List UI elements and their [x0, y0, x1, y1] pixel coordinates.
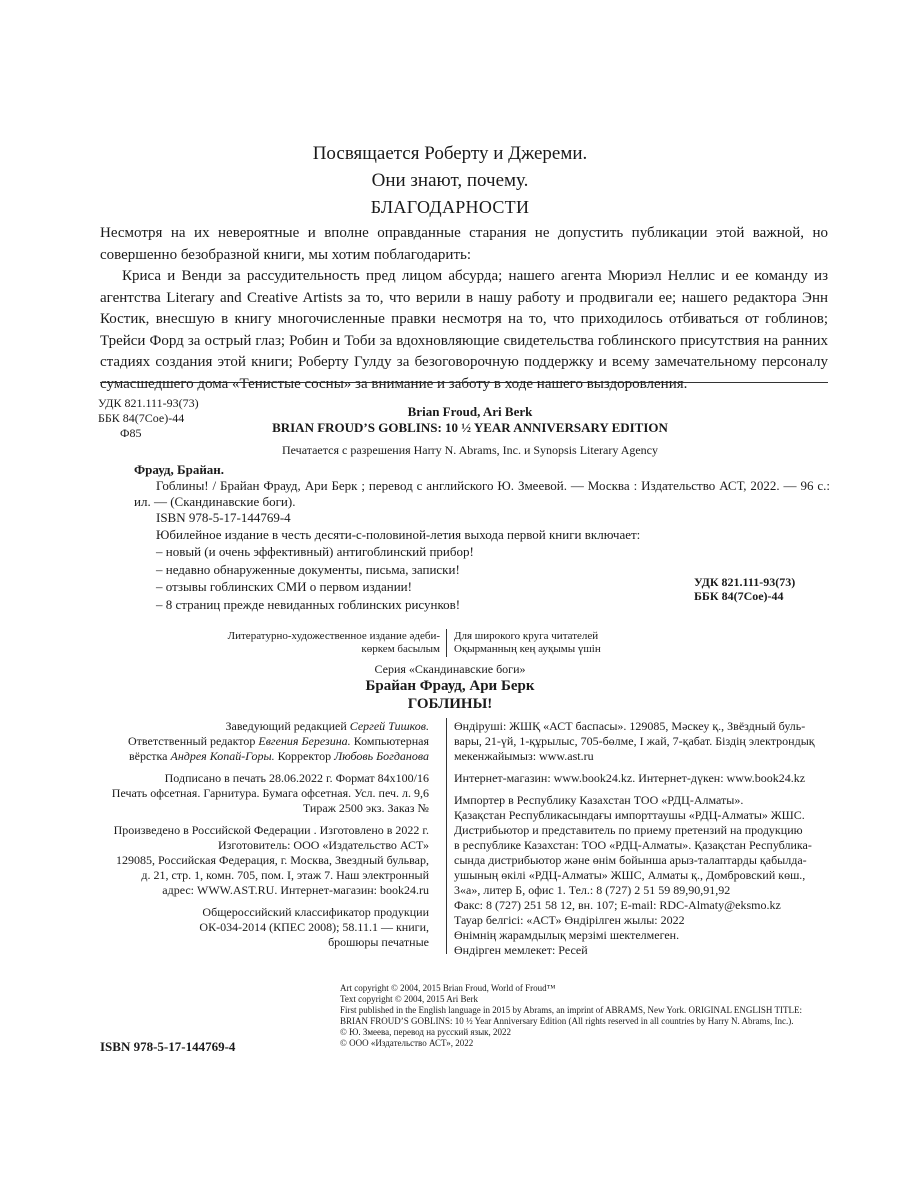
acknowledgments-title: БЛАГОДАРНОСТИ: [370, 197, 530, 217]
copyright-line: © Ю. Змеева, перевод на русский язык, 2022: [340, 1027, 512, 1037]
acknowledgments-para-1: Несмотря на их невероятные и вполне оправданные старания не допустить публикации этой важной, но совершенно безобразной книги, мы хотим поблагодарить:: [100, 225, 828, 263]
section-divider: [100, 382, 828, 383]
bbk-right: ББК 84(7Сое)-44: [694, 589, 784, 603]
manufacturer-line: 129085, Российская Федерация, г. Москва, Звездный бульвар,: [115, 853, 429, 867]
importer-line: Тауар белгісі: «АСТ» Өндірілген жылы: 2022: [454, 913, 685, 927]
list-item: – отзывы гоблинских СМИ о первом издании!: [156, 579, 412, 594]
imprint-divider: [446, 718, 447, 954]
print-info-line: Печать офсетная. Гарнитура. Бумага офсетная. Усл. печ. л. 9,6: [111, 786, 429, 800]
dedication-line-2: Они знают, почему.: [371, 170, 529, 191]
kz-manufacturer-line: мекенжайымыз: www.ast.ru: [454, 749, 594, 763]
responsible-editor: Ответственный редактор Евгения Березина. Компьютерная: [127, 734, 429, 748]
copyright-line: © ООО «Издательство АСТ», 2022: [340, 1038, 474, 1048]
importer-line: Өндірген мемлекет: Ресей: [454, 943, 588, 957]
importer-line: в республике Казахстан: ТОО «РДЦ-Алматы». Қазақстан Республика-: [454, 838, 812, 852]
catalog-intro: Юбилейное издание в честь десяти-с-половиной-летия выхода первой книги включает:: [156, 527, 641, 542]
audience-left: [200, 630, 440, 656]
udk-right: УДК 821.111-93(73): [694, 575, 796, 589]
kz-manufacturer-line: Өндіруші: ЖШҚ «АСТ баспасы». 129085, Мәскеу қ., Звёздный буль-: [454, 719, 806, 733]
catalog-author: Фрауд, Брайан.: [134, 462, 225, 477]
list-item: – 8 страниц прежде невиданных гоблинских рисунков!: [156, 596, 461, 612]
dedication-line-1: Посвящается Роберту и Джереми.: [312, 143, 588, 164]
audience-left-line-2: көркем басылым: [361, 643, 440, 655]
imprint-left: [90, 719, 429, 950]
print-info-line: Подписано в печать 28.06.2022 г. Формат 84х100/16: [164, 771, 429, 785]
importer-line: Дистрибьютор и представитель по приему претензий на продукцию: [454, 823, 803, 837]
importer-line: сында дистрибьютор және өнім бойынша арыз-талаптарды қабылда-: [454, 853, 807, 867]
editor-in-chief: Заведующий редакцией Сергей Тишков.: [225, 719, 429, 733]
book-title: ГОБЛИНЫ!: [407, 696, 493, 712]
manufacturer-line: Произведено в Российской Федерации . Изготовлено в 2022 г.: [113, 823, 429, 837]
imprint-right: [454, 719, 814, 958]
audience-divider: [446, 629, 447, 657]
layout-proofreader: вёрстка Андрея Копай-Горы. Корректор Любовь Богданова: [128, 749, 429, 763]
catalog-description: Гоблины! / Брайан Фрауд, Ари Берк ; перевод с английского Ю. Змеевой. — Москва : Издательство АСТ, 2022. — 96 с.: ил. — (Скандинавские боги).: [134, 478, 830, 509]
english-title: BRIAN FROUD’S GOBLINS: 10 ½ YEAR ANNIVERSARY EDITION: [272, 420, 668, 435]
acknowledgments-para-2: Криса и Венди за рассудительность пред лицом абсурда; нашего агента Мюриэл Неллис и ее команду из агентства Literary and Creative Artists за то, что верили в нашу работу и продвигали ее; нашего редактора Энн Костик, внесшую в книгу многочисленные правки несмотря на то, что приходилось отбиваться от гоблинов; Трейси Форд за острый глаз; Робин и Тоби за вдохновляющие свидетельства гоблинского присутствия на ранних стадиях создания этой книги; Роберту Гулду за безоговорочную поддержку и всему замечательному персоналу сумасшедшего дома «Тенистые сосны» за внимание и заботу в ходе нашего выздоровления.: [100, 268, 828, 392]
classifier-line: Общероссийский классификатор продукции: [202, 905, 429, 919]
isbn-bottom: ISBN 978-5-17-144769-4: [100, 1039, 236, 1054]
importer-line: Факс: 8 (727) 251 58 12, вн. 107; E-mail: RDC-Almaty@eksmo.kz: [454, 898, 781, 912]
importer-line: Импортер в Республику Казахстан ТОО «РДЦ-Алматы».: [454, 793, 744, 807]
book-authors: Брайан Фрауд, Ари Берк: [365, 678, 535, 694]
permission-note: Печатается с разрешения Harry N. Abrams, Inc. и Synopsis Literary Agency: [281, 443, 659, 457]
copyright-block: [340, 983, 840, 1049]
manufacturer-line: Изготовитель: ООО «Издательство АСТ»: [218, 838, 429, 852]
copyright-line: BRIAN FROUD’S GOBLINS: 10 ½ Year Anniversary Edition (All rights reserved in all countries by Harry N. Abrams, Inc.).: [340, 1016, 794, 1026]
kz-manufacturer-line: вары, 21-үй, 1-құрылыс, 705-бөлме, I жай, 7-қабат. Біздің электрондық: [454, 734, 815, 748]
list-item: – новый (и очень эффективный) антигоблинский прибор!: [156, 544, 474, 559]
copyright-line: Art copyright © 2004, 2015 Brian Froud, World of Froud™: [340, 983, 556, 993]
catalog-isbn: ISBN 978-5-17-144769-4: [156, 510, 291, 525]
series-name: Серия «Скандинавские боги»: [374, 662, 526, 676]
importer-line: Қазақстан Республикасындағы импорттаушы «РДЦ-Алматы» ЖШС.: [454, 808, 805, 822]
copyright-line: First published in the English language in 2015 by Abrams, an imprint of ABRAMS, New York. ORIGINAL ENGLISH TITLE:: [340, 1005, 802, 1015]
manufacturer-line: адрес: WWW.AST.RU. Интернет-магазин: book24.ru: [162, 883, 429, 897]
manufacturer-line: д. 21, стр. 1, комн. 705, пом. I, этаж 7. Наш электронный: [141, 868, 429, 882]
catalog-features: [156, 543, 474, 613]
bbk-left: ББК 84(7Сое)-44: [98, 411, 185, 425]
online-store-line: Интернет-магазин: www.book24.kz. Интернет-дүкен: www.book24.kz: [454, 771, 806, 785]
copyright-line: Text copyright © 2004, 2015 Ari Berk: [340, 994, 478, 1004]
list-item: – недавно обнаруженные документы, письма, записки!: [156, 561, 460, 577]
acknowledgments-body: [100, 223, 828, 395]
audience-left-line-1: Литературно-художественное издание әдеби-: [227, 630, 440, 642]
classifier-line: брошюры печатные: [328, 935, 429, 949]
author-mark: Ф85: [120, 426, 142, 440]
audience-right-line-2: Оқырманның кең ауқымы үшін: [454, 643, 601, 655]
audience-right: [454, 630, 601, 656]
importer-line: ушының өкілі «РДЦ-Алматы» ЖШС, Алматы қ., Домбровский көш.,: [454, 868, 806, 882]
importer-line: 3«а», литер Б, офис 1. Тел.: 8 (727) 2 51 59 89,90,91,92: [454, 883, 731, 897]
print-info-line: Тираж 2500 экз. Заказ №: [302, 801, 429, 815]
udk-left: УДК 821.111-93(73): [98, 396, 199, 410]
audience-right-line-1: Для широкого круга читателей: [454, 630, 599, 642]
english-authors: Brian Froud, Ari Berk: [407, 404, 533, 419]
classifier-line: ОК-034-2014 (КПЕС 2008); 58.11.1 — книги,: [199, 920, 429, 934]
importer-line: Өнімнің жарамдылық мерзімі шектелмеген.: [454, 928, 680, 942]
